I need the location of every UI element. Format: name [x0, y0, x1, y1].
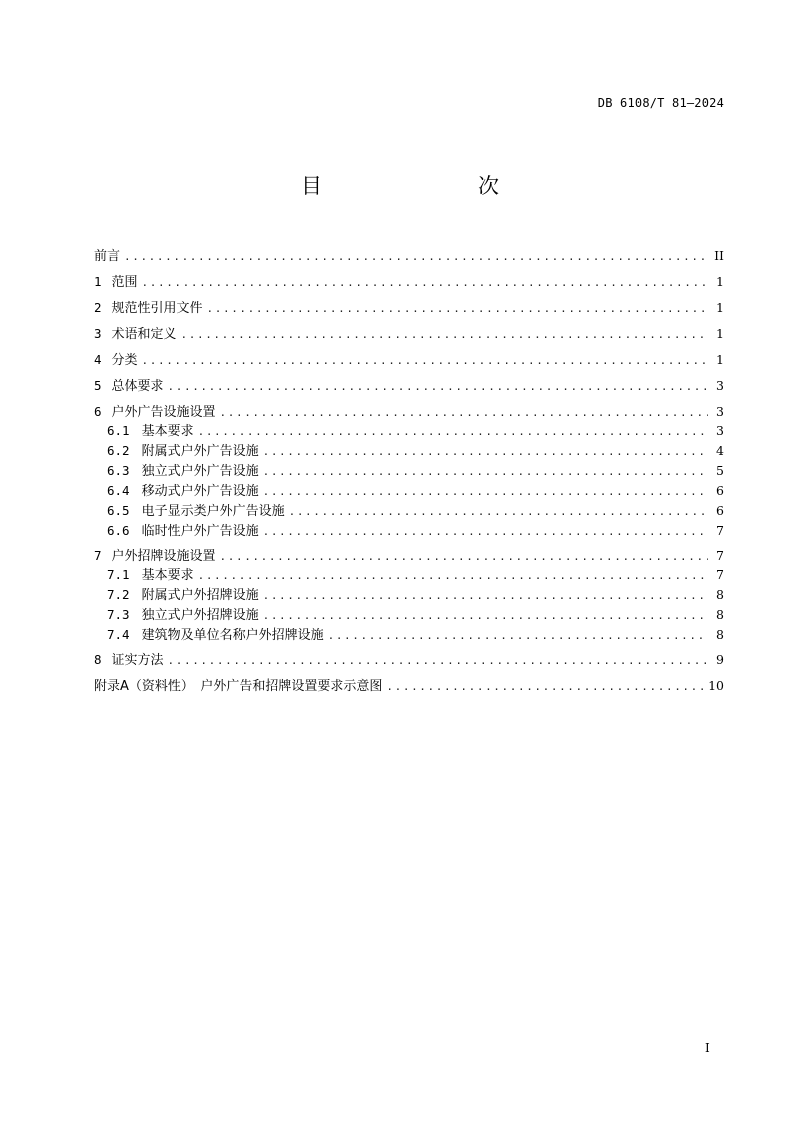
toc-label: 户外招牌设施设置	[111, 549, 216, 564]
toc-entry-7-1[interactable]	[94, 565, 724, 585]
toc-page: 9	[716, 652, 724, 667]
toc-entry-2[interactable]	[94, 295, 724, 321]
toc-label: 独立式户外广告设施	[141, 464, 259, 479]
toc-page: 3	[716, 404, 724, 419]
toc-page: 8	[716, 627, 724, 642]
toc-page: 10	[708, 678, 724, 693]
toc-page: 7	[716, 567, 724, 582]
toc-page: 6	[716, 503, 724, 518]
toc-number: 6.6	[107, 523, 130, 538]
toc-leader-dots	[263, 442, 708, 462]
toc-number: 6.3	[107, 463, 130, 478]
toc-entry-1[interactable]	[94, 269, 724, 295]
toc-label: 移动式户外广告设施	[141, 484, 259, 499]
toc-page: 6	[716, 483, 724, 498]
toc-page: 1	[716, 326, 724, 341]
toc-page: 3	[716, 423, 724, 438]
toc-number: 5	[94, 378, 102, 393]
toc-entry-6-6[interactable]	[94, 521, 724, 541]
toc-number: 6.4	[107, 483, 130, 498]
toc-leader-dots	[168, 648, 708, 674]
toc-entry-8[interactable]	[94, 647, 724, 673]
page-number: I	[705, 1041, 710, 1055]
toc-leader-dots	[142, 270, 708, 296]
toc-leader-dots	[263, 462, 708, 482]
toc-page: 7	[716, 523, 724, 538]
toc-leader-dots	[198, 422, 708, 442]
toc-page: 8	[716, 587, 724, 602]
toc-number: 7.3	[107, 607, 130, 622]
toc-leader-dots	[207, 296, 708, 322]
toc-entry-5[interactable]	[94, 373, 724, 399]
toc-leader-dots	[142, 348, 708, 374]
toc-number: 7	[94, 548, 102, 563]
toc-label: 总体要求	[111, 379, 164, 394]
toc-number: 7.4	[107, 627, 130, 642]
toc-page: 7	[716, 548, 724, 563]
toc-page: 3	[716, 378, 724, 393]
table-of-contents	[94, 243, 724, 699]
toc-title: 目 次	[301, 174, 537, 198]
toc-number: 3	[94, 326, 102, 341]
toc-label: 临时性户外广告设施	[141, 524, 259, 539]
toc-label: 附录A（资料性） 户外广告和招牌设置要求示意图	[94, 679, 383, 694]
toc-label: 分类	[111, 353, 138, 368]
toc-leader-dots	[263, 482, 708, 502]
toc-page: 1	[716, 300, 724, 315]
toc-entry-3[interactable]	[94, 321, 724, 347]
toc-label: 规范性引用文件	[111, 301, 203, 316]
toc-leader-dots	[328, 626, 708, 646]
toc-number: 1	[94, 274, 102, 289]
toc-leader-dots	[263, 586, 708, 606]
toc-number: 7.1	[107, 567, 130, 582]
toc-label: 建筑物及单位名称户外招牌设施	[141, 628, 324, 643]
toc-entry-4[interactable]	[94, 347, 724, 373]
toc-number: 8	[94, 652, 102, 667]
toc-label: 附属式户外招牌设施	[141, 588, 259, 603]
toc-entry-6-2[interactable]	[94, 441, 724, 461]
toc-number: 6.5	[107, 503, 130, 518]
toc-label: 基本要求	[141, 568, 194, 583]
toc-label: 户外广告设施设置	[111, 405, 216, 420]
toc-entry-appendix-a[interactable]	[94, 673, 724, 699]
toc-label: 独立式户外招牌设施	[141, 608, 259, 623]
toc-number: 6.1	[107, 423, 130, 438]
toc-entry-7-2[interactable]	[94, 585, 724, 605]
toc-label: 附属式户外广告设施	[141, 444, 259, 459]
toc-leader-dots	[181, 322, 708, 348]
toc-leader-dots	[263, 522, 708, 542]
toc-page: 4	[716, 443, 724, 458]
toc-label: 前言	[94, 249, 121, 264]
toc-entry-7-4[interactable]	[94, 625, 724, 645]
toc-leader-dots	[198, 566, 708, 586]
toc-entry-6-4[interactable]	[94, 481, 724, 501]
toc-page: II	[714, 248, 724, 263]
toc-entry-6-1[interactable]	[94, 421, 724, 441]
toc-leader-dots	[289, 502, 708, 522]
toc-number: 7.2	[107, 587, 130, 602]
toc-label: 证实方法	[111, 653, 164, 668]
toc-label: 基本要求	[141, 424, 194, 439]
toc-label: 电子显示类户外广告设施	[141, 504, 285, 519]
document-code: DB 6108/T 81—2024	[597, 96, 724, 110]
toc-label: 范围	[111, 275, 138, 290]
toc-number: 6.2	[107, 443, 130, 458]
toc-leader-dots	[168, 374, 708, 400]
toc-leader-dots	[386, 674, 704, 700]
toc-page: 1	[716, 352, 724, 367]
toc-leader-dots	[263, 606, 708, 626]
toc-leader-dots	[124, 244, 708, 270]
toc-number: 6	[94, 404, 102, 419]
toc-entry-7-3[interactable]	[94, 605, 724, 625]
toc-page: 8	[716, 607, 724, 622]
toc-page: 5	[716, 463, 724, 478]
toc-number: 4	[94, 352, 102, 367]
toc-entry-preface[interactable]	[94, 243, 724, 269]
toc-label: 术语和定义	[111, 327, 177, 342]
toc-number: 2	[94, 300, 102, 315]
toc-entry-6-3[interactable]	[94, 461, 724, 481]
toc-entry-6-5[interactable]	[94, 501, 724, 521]
toc-page: 1	[716, 274, 724, 289]
